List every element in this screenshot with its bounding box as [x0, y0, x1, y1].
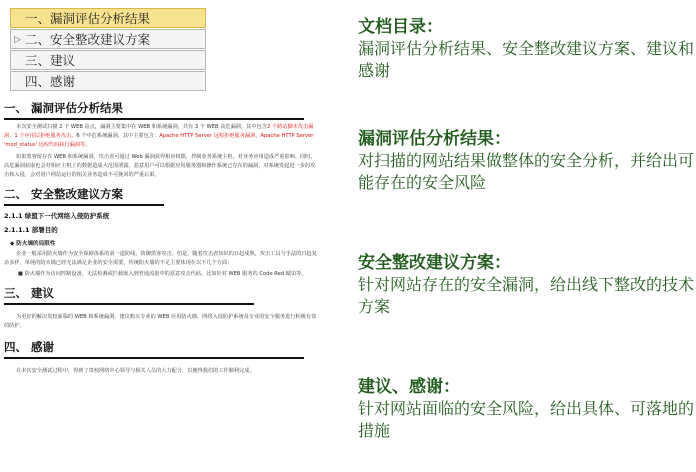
- toc-item-label: 四、感谢: [25, 74, 76, 89]
- bullet-text: 防火墙作为访问控制设备，无法检测或拦截嵌入到普通流量中的恶意攻击代码，比如针对 WEB 服务的 Code Red 蠕虫等。: [24, 271, 307, 277]
- toc-item-label: 二、安全整改建议方案: [25, 32, 151, 47]
- highlighted-text: 2 个跨站脚本攻击漏洞: [4, 124, 314, 139]
- explanation-thanks: [358, 376, 694, 442]
- highlighted-text: 1 个应用层拒绝服务攻击: [14, 133, 72, 139]
- explanation-title: 安全整改建议方案：: [358, 253, 511, 273]
- explanation-body: 漏洞评估分析结果、安全整改建议方案、建议和感谢: [358, 39, 695, 80]
- section-paragraph: [4, 123, 320, 150]
- bullet-heading-label: 防火墙的局限性: [16, 241, 56, 247]
- toc-item-label: 一、漏洞评估分析结果: [25, 11, 151, 26]
- text-run: 本次安全测试扫描 2 个 WEB 站点，漏洞主要集中在 WEB 和系统漏洞，共有 3 个 WEB 高危漏洞，其中包含: [16, 124, 267, 130]
- explanation-title: 建议、感谢：: [358, 377, 460, 397]
- subsection-heading: 2.1.1.1 部署目的: [4, 226, 58, 234]
- explanation-body: 针对网站面临的安全风险，给出具体、可落地的措施: [358, 399, 695, 440]
- section-heading: 四、 感谢: [4, 339, 304, 359]
- explanation-body: 针对网站存在的安全漏洞，给出线下整改的技术方案: [358, 275, 695, 316]
- section-paragraph: 在本次安全测试过程中，得到了贵校网络中心领导与相关人员的大力配合，以便得我们的工作顺利完成。: [16, 368, 255, 374]
- explanation-title: 文档目录：: [358, 17, 443, 37]
- toc-item-suggestions[interactable]: [10, 50, 206, 70]
- table-of-contents: [10, 8, 206, 92]
- toc-item-security-plan[interactable]: [10, 29, 206, 49]
- explanation-vulnerability: [358, 128, 694, 194]
- text-run: ，: [9, 133, 15, 139]
- section-paragraph: 如果黑客留存在 WEB 和系统漏洞，攻击者可通过 Web 漏洞获得相应权限，控制业务系统主机，对业务应用造成严重影响。同时，高危漏洞获取也会对相应主机上的数据造成大范围泄露，恶意用户可以根据应用服务器和操作系统已存在的漏洞，对系统发起进一步的攻击和入侵，会对用户网站运行的相关业务造成不可挽回的严重后果。: [4, 154, 316, 178]
- document-preview-pane: [0, 0, 340, 472]
- expand-arrow-icon[interactable]: ▷: [14, 35, 21, 45]
- section-heading: 二、 安全整改建议方案: [4, 186, 164, 206]
- section-paragraph: 为更好的解决贵校面临的 WEB 和系统漏洞，建议购买专业的 WEB 应用防火墙、网络入侵防护系统及专业的安全服务进行积极有效的防护。: [4, 314, 317, 329]
- toc-item-thanks[interactable]: [10, 71, 206, 91]
- section-heading: 三、 建议: [4, 285, 254, 305]
- explanation-plan: [358, 252, 694, 318]
- explanation-title: 漏洞评估分析结果：: [358, 129, 511, 149]
- toc-item-label: 三、建议: [25, 53, 76, 68]
- bullet-item: ■ 防火墙作为访问控制设备，无法检测或拦截嵌入到普通流量中的恶意攻击代码，比如针对 WEB 服务的 Code Red 蠕虫等。: [18, 271, 307, 277]
- section-heading: 一、 漏洞评估分析结果: [4, 100, 304, 120]
- subsection-heading: 2.1.1 绿盟下一代网络入侵防护系统: [4, 212, 110, 220]
- text-run: 。6 个中危系统漏洞，其中主要包含：: [71, 133, 160, 139]
- bullet-heading: ◆ 防火墙的局限性: [10, 241, 56, 247]
- document-body: [4, 96, 320, 376]
- highlighted-text: Apache HTTP Server 远程拒绝服务漏洞、Apache HTTP Server 'mod_status' 远程代码执行漏洞等: [4, 133, 314, 148]
- text-run: 。: [85, 142, 91, 148]
- explanation-body: 对扫描的网站结果做整体的安全分析，并给出可能存在的安全风险: [358, 151, 695, 192]
- toc-item-vulnerability-analysis[interactable]: [10, 8, 206, 28]
- section-paragraph: 企业一般采用防火墙作为安全保障体系的第一道防线，防御黑客攻击。但是，随着攻击者知识的日趋成熟，攻击工具与手法的日趋复杂多样，单纯的防火墙已经无法满足企业的安全需要。传统防火墙的不足主要体现在以下几个方面：: [4, 251, 317, 266]
- explanation-toc: [358, 16, 694, 82]
